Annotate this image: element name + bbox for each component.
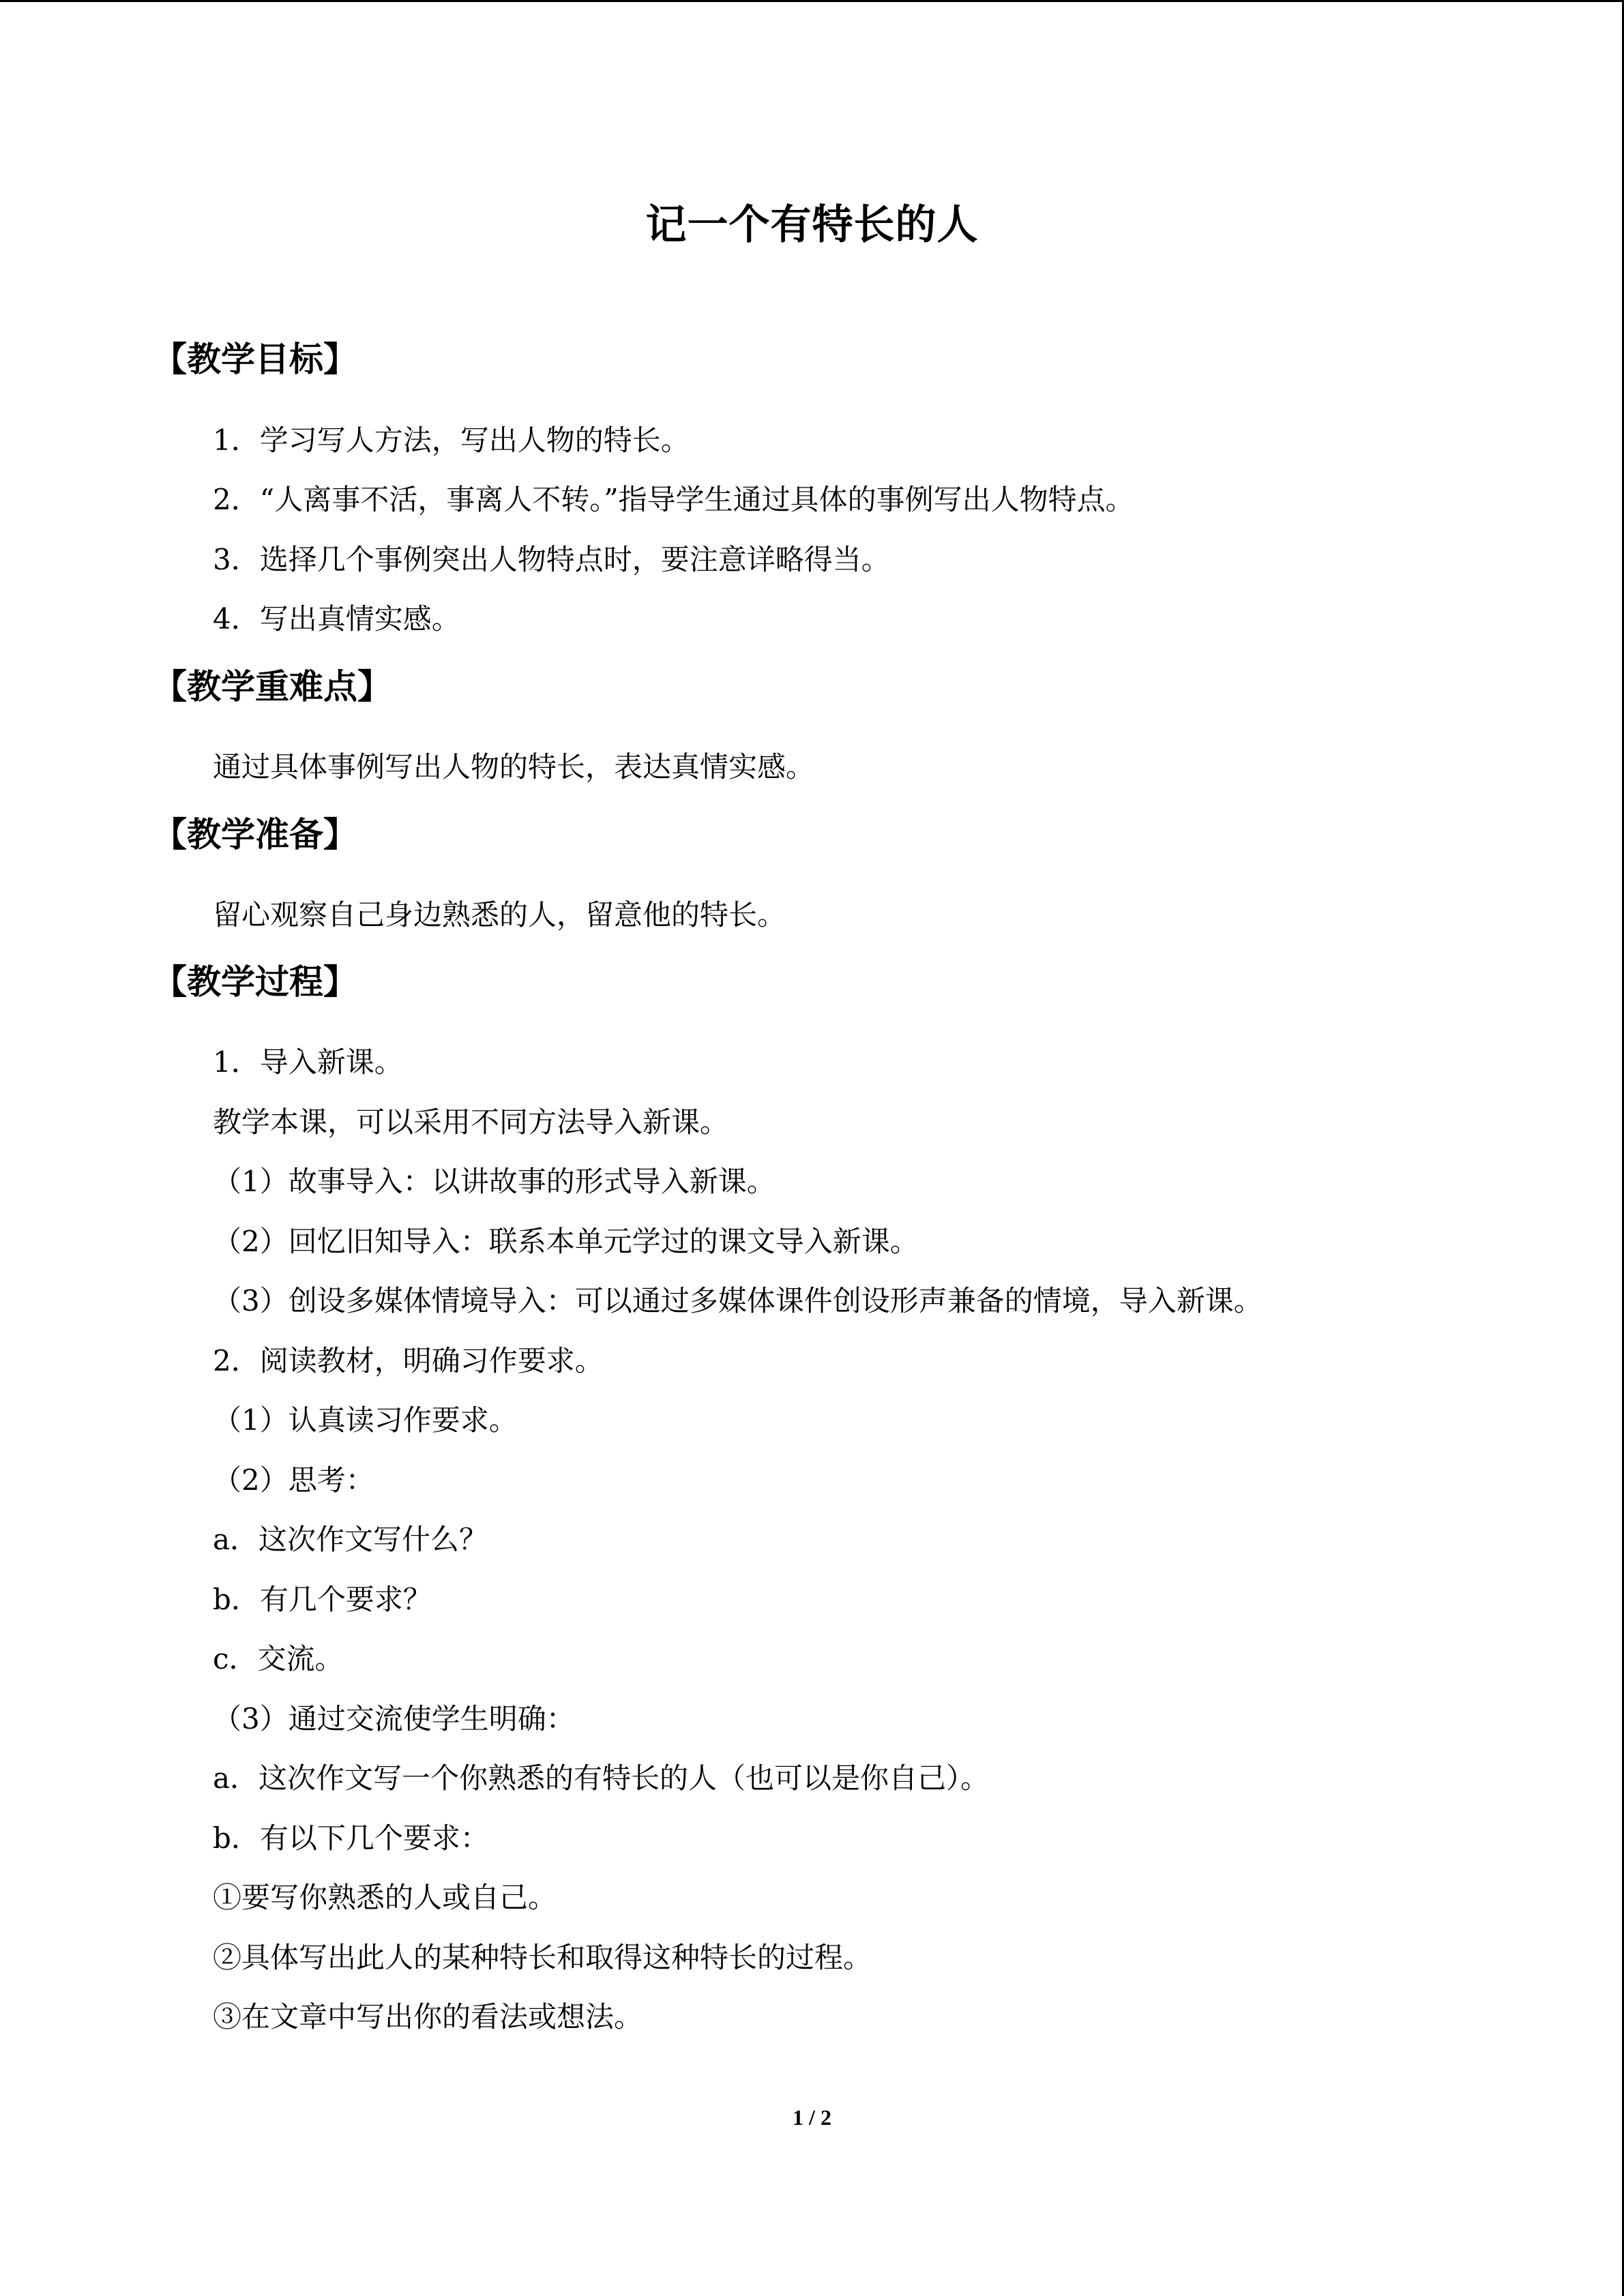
process-line-1: 1．导入新课。 <box>213 1045 403 1079</box>
objective-line-1: 1．学习写人方法，写出人物的特长。 <box>213 423 690 457</box>
process-line-12: （3）通过交流使学生明确： <box>213 1702 575 1735</box>
section-heading-process: 【教学过程】 <box>153 962 357 1002</box>
process-line-15: ①要写你熟悉的人或自己。 <box>213 1881 557 1914</box>
process-line-3: （1）故事导入：以讲故事的形式导入新课。 <box>213 1165 776 1198</box>
process-line-14: b．有以下几个要求： <box>213 1821 489 1855</box>
objective-line-3: 3．选择几个事例突出人物特点时，要注意详略得当。 <box>213 543 890 576</box>
process-line-8: （2）思考： <box>213 1463 374 1497</box>
process-line-4: （2）回忆旧知导入：联系本单元学过的课文导入新课。 <box>213 1225 919 1258</box>
process-line-11: c．交流。 <box>213 1642 344 1675</box>
section-heading-objectives: 【教学目标】 <box>153 340 357 379</box>
key-points-line-1: 通过具体事例写出人物的特长，表达真情实感。 <box>213 750 815 784</box>
page-border-top <box>0 0 1624 2</box>
process-line-7: （1）认真读习作要求。 <box>213 1403 518 1437</box>
preparation-line-1: 留心观察自己身边熟悉的人，留意他的特长。 <box>213 898 786 931</box>
process-line-13: a．这次作文写一个你熟悉的有特长的人（也可以是你自己）。 <box>213 1761 990 1795</box>
page-number: 1 / 2 <box>793 2105 831 2130</box>
objective-line-4: 4．写出真情实感。 <box>213 602 460 636</box>
process-line-10: b．有几个要求？ <box>213 1583 432 1616</box>
process-line-6: 2．阅读教材，明确习作要求。 <box>213 1344 604 1377</box>
page-title: 记一个有特长的人 <box>645 201 979 249</box>
process-line-9: a．这次作文写什么？ <box>213 1523 488 1556</box>
process-line-2: 教学本课，可以采用不同方法导入新课。 <box>213 1105 729 1139</box>
process-line-16: ②具体写出此人的某种特长和取得这种特长的过程。 <box>213 1941 872 1974</box>
objective-line-2: 2．“人离事不活，事离人不转。”指导学生通过具体的事例写出人物特点。 <box>213 483 1134 516</box>
section-heading-preparation: 【教学准备】 <box>153 815 357 854</box>
process-line-5: （3）创设多媒体情境导入：可以通过多媒体课件创设形声兼备的情境，导入新课。 <box>213 1284 1263 1317</box>
process-line-17: ③在文章中写出你的看法或想法。 <box>213 2000 643 2033</box>
section-heading-key-points: 【教学重难点】 <box>153 667 392 706</box>
